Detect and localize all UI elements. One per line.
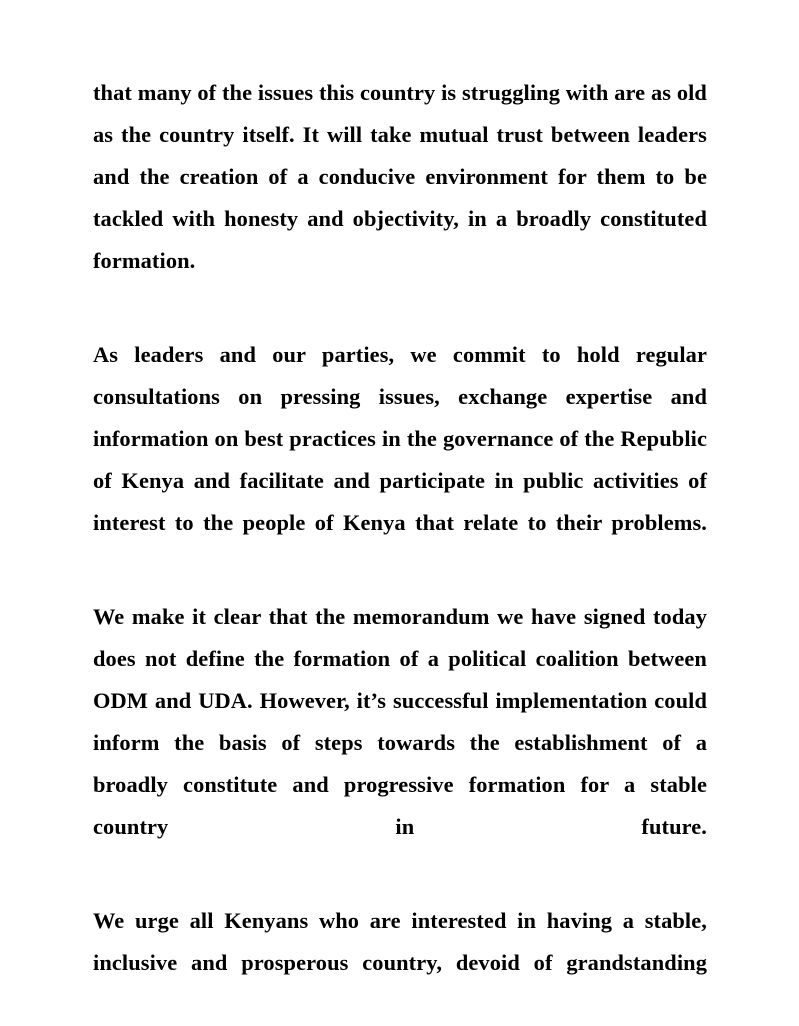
- paragraph-3: We make it clear that the memorandum we have signed today does not define the formation of a political coalition between ODM and UDA. However, it’s successful implementation could inform the basis of steps towards the establishment of a broadly constitute and progressive formation for a stable country in future.: [93, 604, 707, 839]
- paragraph-4: We urge all Kenyans who are interested in having a stable, inclusive and prosperous country, devoid of grandstanding: [93, 908, 707, 975]
- document-text-body: [93, 72, 707, 1026]
- paragraph-2: As leaders and our parties, we commit to hold regular consultations on pressing issues, exchange expertise and information on best practices in the governance of the Republic of Kenya and facilitate and participate in public activities of interest to the people of Kenya that relate to their problems.: [93, 342, 707, 535]
- paragraph-1: that many of the issues this country is struggling with are as old as the country itself. It will take mutual trust between leaders and the creation of a conducive environment for them to be tackled with honesty and objectivity, in a broadly constituted formation.: [93, 80, 707, 273]
